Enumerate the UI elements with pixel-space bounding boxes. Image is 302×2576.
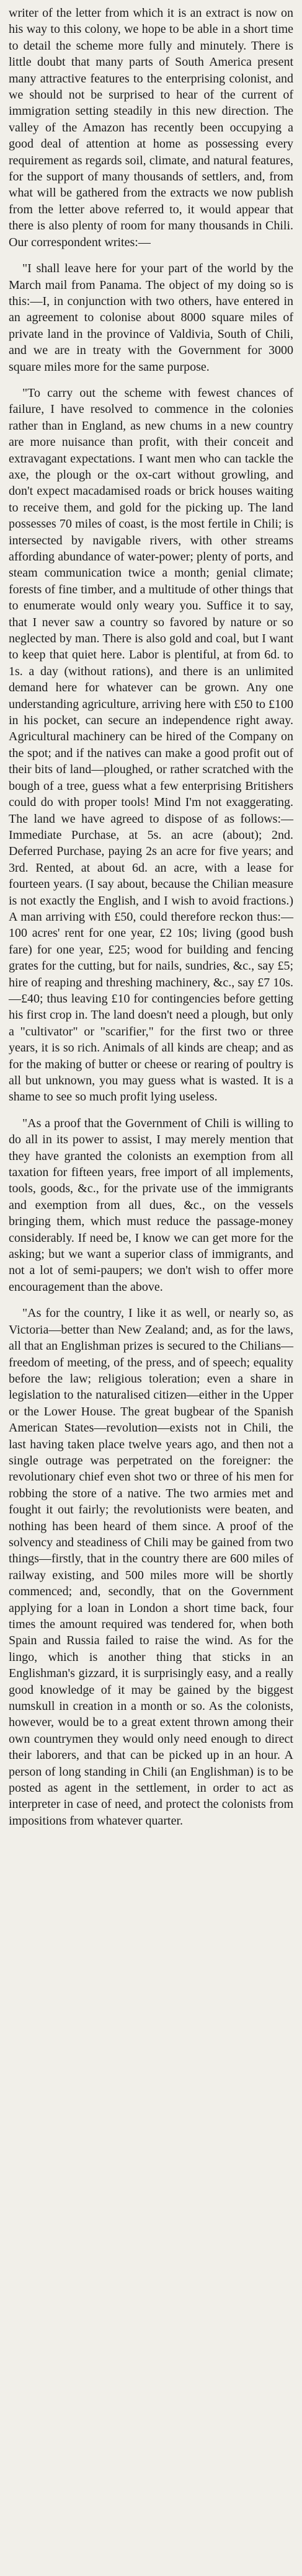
intro-paragraph: writer of the letter from which it is an extract is now on his way to this colony, we hope to be able in a short time to detail the scheme more fully and minutely. There is little doubt that many parts of South America present many attractive features to the enterprising colonist, and we should not be surprised to hear of the current of immigration setting steadily in this new direction. The valley of the Amazon has recently been occupying a good deal of attention at home as possessing every requirement as regards soil, climate, and natural features, for the support of many thousands of settlers, and, from what will be gathered from the extracts we now publish from the letter above referred to, it would appear that there is also plenty of room for many thousands in Chili. Our correspondent writes:— — [9, 6, 293, 249]
letter-paragraph-plan: "I shall leave here for your part of the world by the March mail from Panama. The object of my doing so is this:—I, in conjunction with two others, have entered in an agreement to colonise about 8000 square miles of private land in the province of Valdivia, South of Chili, and we are in treaty with the Government for 3000 square miles more for the same purpose. — [9, 262, 293, 374]
letter-paragraph-country: "As for the country, I like it as well, or nearly so, as Victoria—better than New Zealand; and, as for the laws, all that an Englishman prizes is secured to the Chilians—freedom of meeting, of the press, and of speech; equality before the law; religious toleration; even a share in legislation to the naturalised citizen—either in the Upper or the Lower House. The great bugbear of the Spanish American States—revolution—exists not in Chili, the last having taken place twelve years ago, and then not a single outrage was perpetrated on the foreigner: the revolutionary chief even shot two or three of his men for robbing the store of a native. The two armies met and fought it out fairly; the revolutionists were beaten, and nothing has been heard of them since. A proof of the solvency and steadiness of Chili may be gained from two things—firstly, that in the country there are 600 miles of railway existing, and 500 miles more will be shortly commenced; and, secondly, that on the Government applying for a loan in London a short time back, four times the amount required was tendered for, when both Spain and Russia failed to raise the wind. As for the lingo, which is another thing that sticks in an Englishman's gizzard, it is surprisingly easy, and a really good knowledge of it may be gained by the biggest numskull in creation in a month or so. As the colonists, however, would be to a great extent thrown among their own countrymen they would only need enough to direct their laborers, and that can be picked up in an hour. A person of long standing in Chili (an Englishman) is to be posted as agent in the settlement, in order to act as interpreter in case of need, and protect the colonists from impositions from whatever quarter. — [9, 1306, 293, 1828]
letter-paragraph-government: "As a proof that the Government of Chili is willing to do all in its power to assist, I may merely mention that they have granted the colonists an exemption from all taxation for fifteen years, free import of all implements, tools, goods, &c., for the private use of the immigrants and exemption from all dues, &c., on the vessels bringing them, which must reduce the passage-money considerably. If need be, I know we can get more for the asking; but we want a superior class of immigrants, and not a lot of semi-paupers; we don't wish to offer more encouragement than the above. — [9, 1116, 293, 1294]
letter-paragraph-scheme: "To carry out the scheme with fewest chances of failure, I have resolved to commence in the colonies rather than in England, as new chums in a new country are more nuisance than profit, with their conceit and extravagant expectations. I want men who can tackle the axe, the plough or the ox-cart without growling, and don't expect macadamised roads or brick houses waiting to receive them, and gold for the picking up. The land possesses 70 miles of coast, is the most fertile in Chili; is intersected by navigable rivers, with other streams affording abundance of water-power; plenty of ports, and steam communication twice a month; genial climate; forests of fine timber, and a multitude of other things that to enumerate would only weary you. Suffice it to say, that I never saw a country so favored by nature or so neglected by man. There is also gold and coal, but I want to keep that quiet here. Labor is plentiful, at from 6d. to 1s. a day (without rations), and there is an unlimited demand here for whatever can be grown. Any one understanding agriculture, arriving here with £50 to £100 in his pocket, can secure an independence right away. Agricultural machinery can be hired of the Company on the spot; and if the natives can make a good profit out of their bits of land—ploughed, or rather scratched with the bough of a tree, guess what a few enterprising Britishers could do with proper tools! Mind I'm not exaggerating. The land we have agreed to dispose of as follows:—Immediate Purchase, at 5s. an acre (about); 2nd. Deferred Purchase, paying 2s an acre for five years; and 3rd. Rented, at about 6d. an acre, with a lease for fourteen years. (I say about, because the Chilian measure is not exactly the English, and I wish to avoid fractions.) A man arriving with £50, could therefore reckon thus:—100 acres' rent for one year, £2 10s; living (good bush fare) for one year, £25; wood for building and fencing grates for the cutting, but for nails, sundries, &c., say £5; hire of reaping and threshing machinery, &c., say £7 10s.—£40; thus leaving £10 for contingencies before getting his first crop in. The land doesn't need a plough, but only a "cultivator" or "scarifier," for the first two or three years, it is so rich. Animals of all kinds are cheap; and as for the making of butter or cheese or rearing of poultry is all but unknown, you may guess what is wasted. It is a shame to see so much profit lying useless. — [9, 386, 293, 1104]
